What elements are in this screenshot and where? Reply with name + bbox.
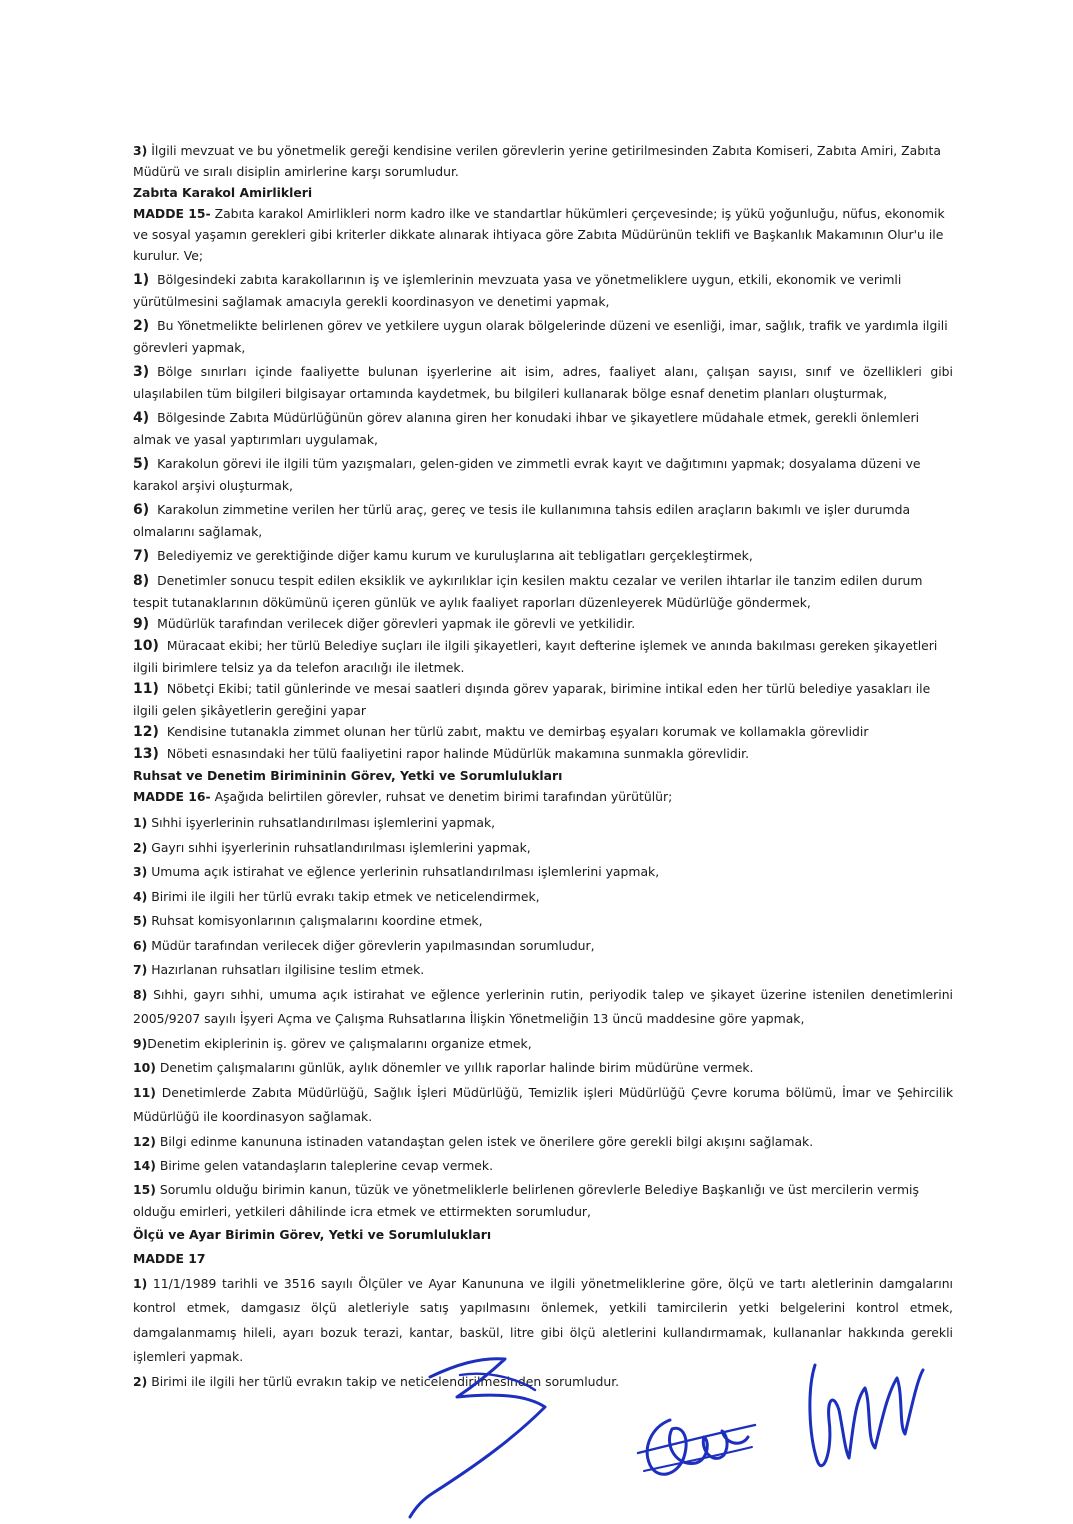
item-text: Gayrı sıhhi işyerlerinin ruhsatlandırılması işlemlerini yapmak,: [147, 839, 531, 855]
madde-text: Aşağıda belirtilen görevler, ruhsat ve denetim birimi tarafından yürütülür;: [210, 789, 673, 804]
item-number: 2): [133, 839, 148, 855]
item-number: 3): [133, 364, 150, 380]
madde-paragraph: [133, 203, 953, 266]
signature-stroke: [647, 1420, 748, 1474]
item-text: Nöbeti esnasındaki her tülü faaliyetini rapor halinde Müdürlük makamına sunmakla görevlidir.: [166, 746, 750, 761]
madde-text: Zabıta karakol Amirlikleri norm kadro ilke ve standartlar hükümleri çerçevesinde; iş yükü yoğunluğu, nüfus, ekonomik ve sosyal yaşamın gerekleri gibi kriterler dikkate alınarak ihtiyaca göre Zabıta Müdürünün teklifi ve Başkanlık Makamının Olur'u ile kurulur. Ve;: [133, 206, 945, 263]
item-text: Müracaat ekibi; her türlü Belediye suçları ile ilgili şikayetleri, kayıt defterine işlemek ve anında bakılması gereken şikayetleri ilgili birimlere telsiz ya da telefon aracılığı ile iletmek.: [133, 638, 938, 675]
item-text: Hazırlanan ruhsatları ilgilisine teslim etmek.: [147, 962, 425, 977]
item-number: 7): [133, 548, 150, 564]
madde-label: MADDE 15-: [133, 206, 211, 221]
item-text: Nöbetçi Ekibi; tatil günlerinde ve mesai saatleri dışında görev yaparak, birimine intikal eden her türlü belediye yasakları ile ilgili gelen şikâyetlerin gereğini yapar: [133, 681, 931, 718]
item-text: Denetimler sonucu tespit edilen eksiklik ve aykırılıklar için kesilen maktu cezalar ve verilen ihtarlar ile tanzim edilen durum tespit tutanaklarının dökümünü içeren günlük ve aylık faaliyet raporları düzenleyerek Müdürlüğe göndermek,: [133, 573, 923, 610]
list-item: [133, 1032, 953, 1057]
item-number: 2): [133, 1373, 148, 1389]
list-item: [133, 958, 953, 983]
list-item: [133, 811, 953, 836]
section-heading: Zabıta Karakol Amirlikleri: [133, 185, 313, 200]
list-item: [133, 361, 953, 404]
list-item: [133, 1154, 953, 1179]
item-number: 1): [133, 1275, 148, 1291]
item-number: 2): [133, 318, 150, 334]
item-text: Bu Yönetmelikte belirlenen görev ve yetkilere uygun olarak bölgelerinde düzeni ve esenliği, imar, sağlık, trafik ve yardımla ilgili görevleri yapmak,: [133, 318, 948, 355]
item-number: 14): [133, 1158, 156, 1173]
item-number: 10): [133, 638, 159, 654]
item-number: 1): [133, 272, 150, 288]
item-number: 5): [133, 456, 150, 472]
list-item: [133, 269, 953, 312]
list-item: [133, 1272, 953, 1370]
list-item: [133, 678, 953, 721]
list-item: [133, 453, 953, 496]
item-text: Bölge sınırları içinde faaliyette bulunan işyerlerine ait isim, adres, faaliyet alanı, çalışan sayısı, sınıf ve özellikleri gibi ulaşılabilen tüm bilgileri bilgisayar ortamında kaydetmek, bu bilgileri kullanarak bölge esnaf denetim planları oluşturmak,: [133, 364, 953, 401]
list-item: [133, 1081, 953, 1130]
item-text: Bilgi edinme kanununa istinaden vatandaştan gelen istek ve önerilere göre gerekli bilgi akışını sağlamak.: [155, 1133, 814, 1149]
section-17: [133, 1223, 953, 1395]
item-text: Belediyemiz ve gerektiğinde diğer kamu kurum ve kuruluşlarına ait tebligatları gerçekleştirmek,: [157, 548, 753, 563]
item-text: İlgili mevzuat ve bu yönetmelik gereği kendisine verilen görevlerin yerine getirilmesinden Zabıta Komiseri, Zabıta Amiri, Zabıta Müdürü ve sıralı disiplin amirlerine karşı sorumludur.: [133, 143, 942, 179]
list-item: [133, 1179, 953, 1223]
item-text: Birime gelen vatandaşların taleplerine cevap vermek.: [155, 1158, 494, 1173]
item-text: Sıhhi, gayrı sıhhi, umuma açık istirahat ve eğlence yerlerinin rutin, periyodik talep ve şikayet üzerine istenilen denetimlerini 2005/9207 sayılı İşyeri Açma ve Çalışma Ruhsatlarına İlişkin Yönetmeliğin 13 üncü maddesine göre yapmak,: [133, 986, 953, 1026]
item-number: 9): [133, 616, 150, 632]
item-text: Karakolun görevi ile ilgili tüm yazışmaları, gelen-giden ve zimmetli evrak kayıt ve dağıtımını yapmak; dosyalama düzeni ve karakol arşivi oluşturmak,: [133, 456, 921, 493]
item-number: 6): [133, 937, 148, 953]
item-number: 4): [133, 410, 150, 426]
item-text: Sıhhi işyerlerinin ruhsatlandırılması işlemlerini yapmak,: [147, 815, 496, 830]
item-text: Bölgesinde Zabıta Müdürlüğünün görev alanına giren her konudaki ihbar ve şikayetlere müdahale etmek, gerekli önlemleri almak ve yasal yaptırımları uygulamak,: [133, 410, 920, 447]
madde-paragraph: [133, 786, 953, 807]
item-number: 12): [133, 724, 159, 740]
signature-stroke: [644, 1447, 752, 1471]
section-heading: Ölçü ve Ayar Birimin Görev, Yetki ve Sorumlulukları: [133, 1226, 492, 1242]
list-item: [133, 545, 953, 567]
list-item: [133, 721, 953, 743]
item-text: Müdür tarafından verilecek diğer görevlerin yapılmasından sorumludur,: [147, 937, 595, 953]
item-number: 13): [133, 746, 159, 762]
document-body: [133, 140, 953, 1394]
list-item: [133, 909, 953, 934]
item-text: Birimi ile ilgili her türlü evrakın takip ve neticelendirilmesinden sorumludur.: [147, 1373, 620, 1389]
item-number: 5): [133, 913, 148, 928]
item-number: 6): [133, 502, 150, 518]
list-item: [133, 934, 953, 959]
item-number: 3): [133, 143, 148, 158]
list-item: [133, 613, 953, 635]
item-text: Denetim çalışmalarını günlük, aylık dönemler ve yıllık raporlar halinde birim müdürüne vermek.: [155, 1060, 754, 1075]
item-number: 9): [133, 1035, 148, 1051]
list-item: [133, 499, 953, 542]
section-15: [133, 182, 953, 765]
list-item: [133, 635, 953, 678]
item-number: 3): [133, 864, 148, 879]
list-item: [133, 315, 953, 358]
list-item: [133, 407, 953, 450]
item-text: Birimi ile ilgili her türlü evrakı takip etmek ve neticelendirmek,: [147, 888, 540, 904]
item-number: 1): [133, 815, 148, 830]
item-text: Denetim ekiplerinin iş. görev ve çalışmalarını organize etmek,: [147, 1035, 532, 1051]
list-item: [133, 1130, 953, 1155]
list-item: [133, 1056, 953, 1081]
item-number: 10): [133, 1060, 156, 1075]
item-text: Umuma açık istirahat ve eğlence yerlerinin ruhsatlandırılması işlemlerini yapmak,: [147, 864, 660, 879]
item-number: 11): [133, 681, 159, 697]
item-number: 8): [133, 986, 148, 1002]
list-item: [133, 1370, 953, 1395]
item-number: 7): [133, 962, 148, 977]
item-number: 4): [133, 888, 148, 904]
item-text: Denetimlerde Zabıta Müdürlüğü, Sağlık İşleri Müdürlüğü, Temizlik işleri Müdürlüğü Çevre koruma bölümü, İmar ve Şehircilik Müdürlüğü ile koordinasyon sağlamak.: [133, 1084, 953, 1124]
item-text: Müdürlük tarafından verilecek diğer görevleri yapmak ile görevli ve yetkilidir.: [157, 616, 636, 631]
list-item: [133, 983, 953, 1032]
list-item: [133, 570, 953, 613]
item-text: Karakolun zimmetine verilen her türlü araç, gereç ve tesis ile kullanımına tahsis edilen araçların bakımlı ve işler durumda olmalarını sağlamak,: [133, 502, 911, 539]
intro-paragraph: [133, 140, 953, 182]
list-item: [133, 860, 953, 885]
signature-middle: [630, 1385, 760, 1495]
item-number: 12): [133, 1133, 156, 1149]
item-number: 8): [133, 573, 150, 589]
item-text: Bölgesindeki zabıta karakollarının iş ve işlemlerinin mevzuata yasa ve yönetmeliklere uygun, etkili, ekonomik ve verimli yürütülmesini sağlamak amacıyla gerekli koordinasyon ve denetimi yapmak,: [133, 272, 902, 309]
item-text: Sorumlu olduğu birimin kanun, tüzük ve yönetmeliklerle belirlenen görevlerle Belediye Başkanlığı ve üst mercilerin vermiş olduğu emirleri, yetkileri dâhilinde icra etmek ve ettirmekten sorumludur,: [133, 1181, 919, 1219]
list-item: [133, 836, 953, 861]
madde-label: MADDE 16-: [133, 789, 211, 804]
item-number: 15): [133, 1181, 156, 1197]
item-number: 11): [133, 1084, 156, 1100]
list-item: [133, 885, 953, 910]
item-text: Ruhsat komisyonlarının çalışmalarını koordine etmek,: [147, 913, 483, 928]
item-text: 11/1/1989 tarihli ve 3516 sayılı Ölçüler ve Ayar Kanununa ve ilgili yönetmeliklerine göre, ölçü ve tartı aletlerinin damgalarını kontrol etmek, damgasız ölçü aletleriyle satış yapılmasını önlemek, yetkili tamircilerin yetki belgelerini kontrol etmek, damgalanmamış hileli, ayarı bozuk terazi, kantar, baskül, litre gibi ölçü aletlerini kullandırmamak, kullananlar hakkında gerekli işlemleri yapmak.: [133, 1275, 953, 1364]
madde-label: MADDE 17: [133, 1251, 206, 1266]
list-item: [133, 743, 953, 765]
section-16: [133, 765, 953, 1223]
section-heading: Ruhsat ve Denetim Birimininin Görev, Yetki ve Sorumlulukları: [133, 768, 563, 783]
item-text: Kendisine tutanakla zimmet olunan her türlü zabıt, maktu ve demirbaş eşyaları korumak ve kollamakla görevlidir: [166, 724, 869, 739]
signature-stroke: [638, 1425, 755, 1453]
